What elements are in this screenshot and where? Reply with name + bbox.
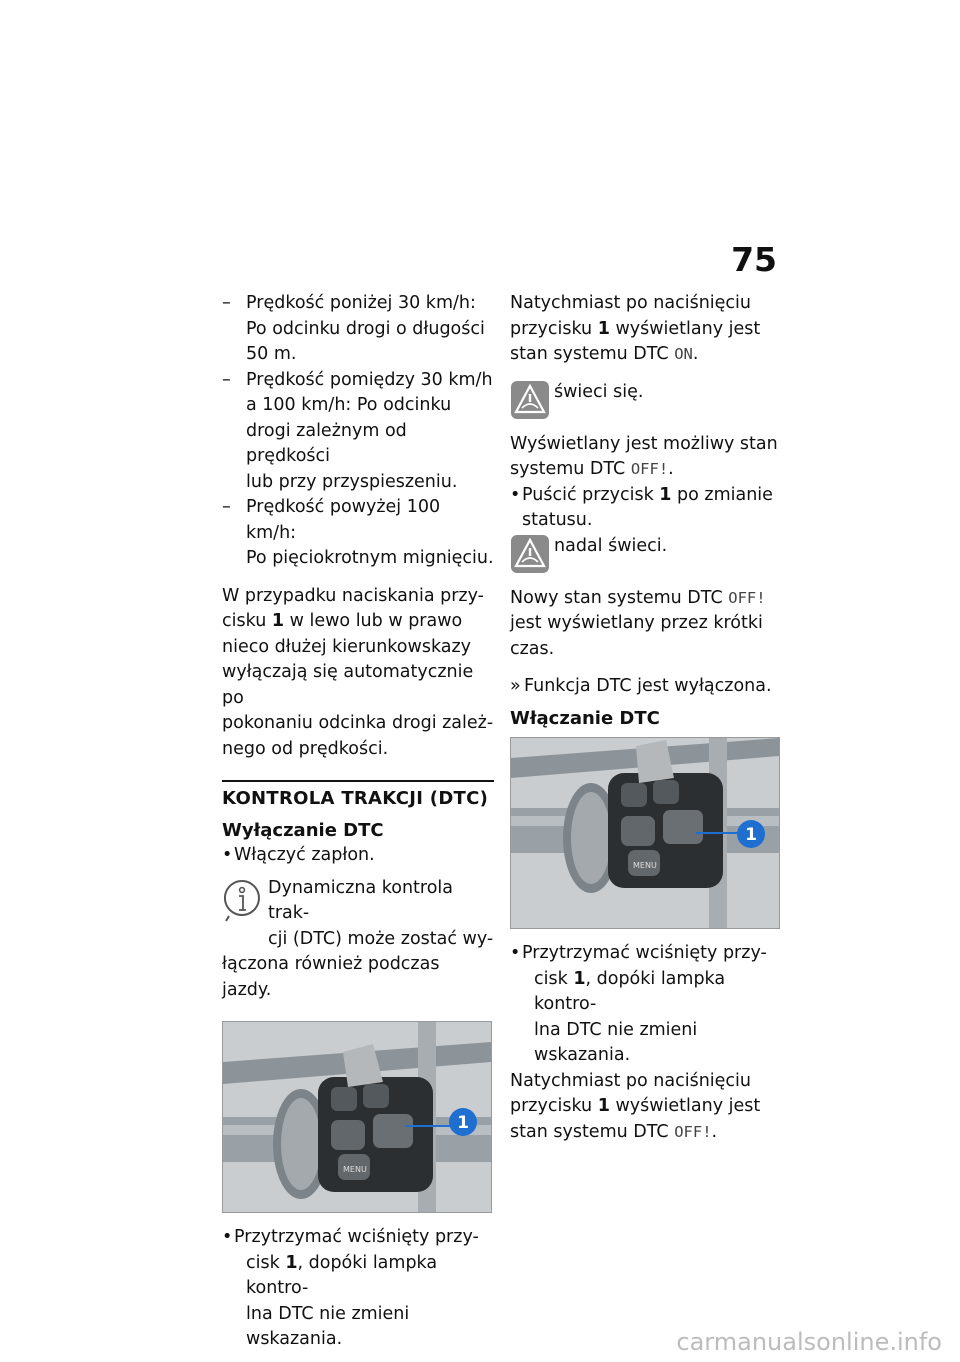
bullet-icon: •: [510, 943, 521, 963]
handlebar-switch-photo: [510, 737, 780, 929]
subsection-title: Włączanie DTC: [510, 707, 660, 729]
handlebar-switch-photo: [222, 1021, 492, 1213]
text-line: nieco dłużej kierunkowskazy: [222, 636, 472, 657]
handlebar-switch-illustration: [223, 1022, 491, 1212]
list-item: [222, 1225, 494, 1353]
list-item-line: Po pięciokrotnym mignięciu.: [246, 548, 494, 568]
dtc-warning-icon: [510, 534, 550, 574]
section-title: KONTROLA TRAKCJI (DTC): [222, 780, 494, 812]
indicator-text: świeci się.: [554, 381, 644, 402]
list-item-line: cisk 1, dopóki lampka kontro-: [246, 1252, 438, 1298]
list-item-line: – Prędkość poniżej 30 km/h:: [246, 293, 476, 313]
bullet-icon: •: [222, 1227, 233, 1247]
indicator-row: [510, 534, 782, 574]
list-item-line: Przytrzymać wciśnięty przy-: [522, 943, 767, 963]
bullet-icon: •: [222, 845, 233, 865]
list-item-line: lna DTC nie zmieni wskazania.: [534, 1019, 698, 1065]
text-line: Natychmiast po naciśnięciu: [510, 293, 752, 313]
menu-button-label: MENU: [343, 1165, 367, 1174]
menu-button-label: MENU: [633, 861, 657, 870]
paragraph: [510, 586, 782, 663]
paragraph: [222, 584, 494, 763]
list-item: [222, 291, 494, 368]
list-item: [222, 368, 494, 496]
callout-label: 1: [457, 1113, 469, 1133]
note-line: cji (DTC) może zostać wy-: [268, 928, 494, 949]
list-item-line: – Prędkość powyżej 100 km/h:: [246, 497, 441, 543]
list-item-line: Po odcinku drogi o długości: [246, 318, 485, 339]
list-item: [510, 941, 782, 1069]
left-column: [222, 291, 494, 1353]
list-item-line: a 100 km/h: Po odcinku: [246, 395, 452, 415]
list-item-line: statusu.: [522, 510, 593, 530]
handlebar-switch-illustration: [511, 738, 779, 928]
right-column: [510, 291, 782, 1145]
text-line: wyłączają się automatycznie po: [222, 662, 474, 708]
text-line: Wyświetlany jest możliwy stan: [510, 433, 778, 454]
info-icon: [222, 878, 262, 922]
text-line: przycisku 1 wyświetlany jest: [510, 1096, 761, 1116]
text-line: czas.: [510, 638, 555, 659]
list-item: [222, 843, 494, 869]
list-item-text: Włączyć zapłon.: [234, 845, 375, 865]
watermark: carmanualsonline.info: [676, 1328, 942, 1356]
note-line: Dynamiczna kontrola trak-: [268, 877, 454, 923]
paragraph: [510, 1069, 782, 1146]
subsection-title: Wyłączanie DTC: [222, 819, 384, 841]
info-note: [222, 876, 494, 1004]
text-line: stan systemu DTC ON.: [510, 344, 699, 364]
text-line: systemu DTC OFF!.: [510, 459, 674, 479]
list-item-line: drogi zależnym od prędkości: [246, 420, 407, 466]
indicator-text: nadal świeci.: [554, 535, 668, 556]
text-line: nego od prędkości.: [222, 738, 389, 759]
list-item-line: – Prędkość pomiędzy 30 km/h: [246, 369, 493, 390]
page-number: 75: [731, 240, 777, 279]
text-line: W przypadku naciskania przy-: [222, 585, 484, 606]
paragraph: [510, 432, 782, 483]
note-line: łączona również podczas jazdy.: [222, 954, 440, 1000]
text-line: przycisku 1 wyświetlany jest: [510, 318, 761, 339]
list-item-line: lub przy przyspieszeniu.: [246, 471, 458, 492]
list-item-line: cisk 1, dopóki lampka kontro-: [534, 968, 726, 1014]
list-item: [510, 483, 782, 534]
list-item-line: Puścić przycisk 1 po zmianie: [522, 484, 773, 505]
text-line: jest wyświetlany przez krótki: [510, 613, 763, 633]
text-line: stan systemu DTC OFF!.: [510, 1121, 718, 1142]
list-item-line: 50 m.: [246, 344, 297, 364]
text-line: Natychmiast po naciśnięciu: [510, 1070, 752, 1091]
list-item: [222, 495, 494, 572]
text-line: Nowy stan systemu DTC OFF!: [510, 587, 766, 608]
dtc-warning-icon: [510, 380, 550, 420]
result-text: Funkcja DTC jest wyłączona.: [524, 676, 772, 696]
text-line: pokonaniu odcinka drogi zależ-: [222, 713, 494, 733]
paragraph: [510, 291, 782, 368]
result-arrow-icon: »: [510, 676, 521, 696]
list-item-line: Przytrzymać wciśnięty przy-: [234, 1227, 479, 1247]
list-item-line: lna DTC nie zmieni wskazania.: [246, 1303, 410, 1349]
callout-label: 1: [745, 825, 757, 845]
result-line: [510, 674, 782, 700]
indicator-row: [510, 380, 782, 420]
bullet-icon: •: [510, 484, 521, 505]
text-line: cisku 1 w lewo lub w prawo: [222, 611, 463, 631]
